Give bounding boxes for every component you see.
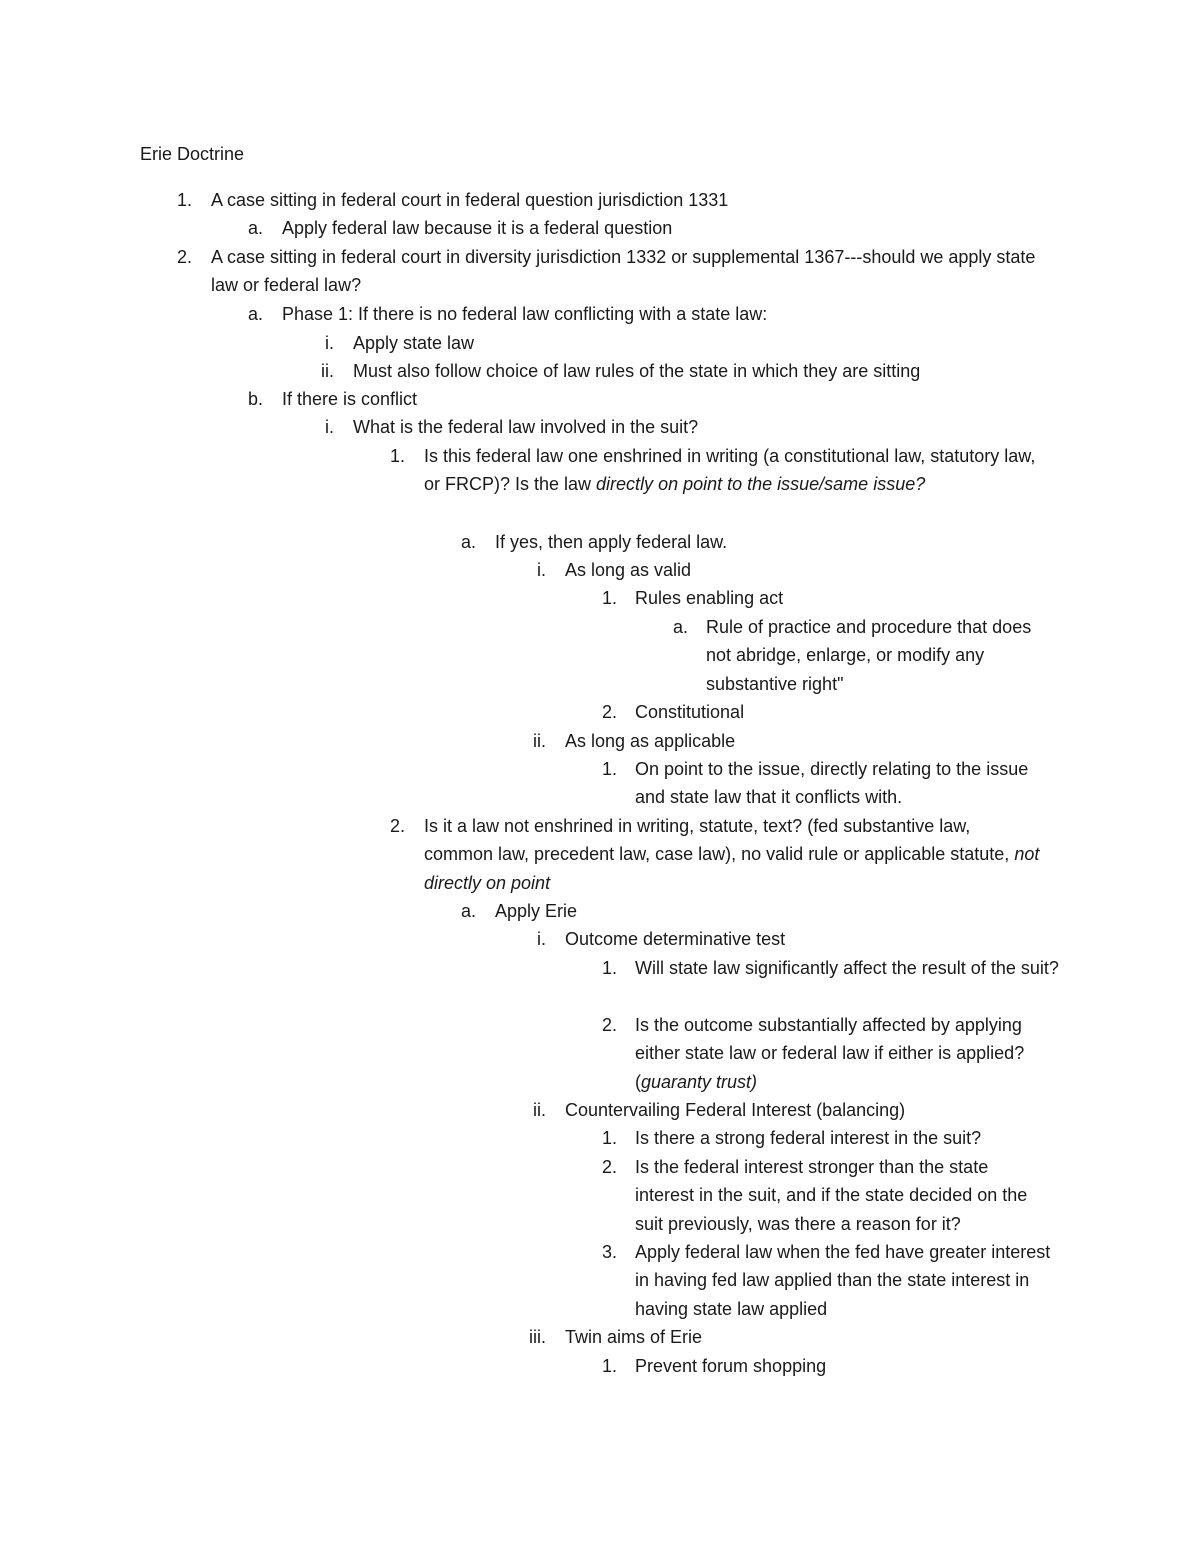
list-item-marker: 2.	[601, 1015, 617, 1035]
list-item-text	[282, 385, 982, 413]
list-item-marker: i.	[325, 417, 334, 437]
list-item-text	[565, 727, 965, 755]
list-item-plain-text: Apply state law	[353, 333, 475, 353]
list-item-plain-text: Is the federal interest stronger than the state interest in the suit, and if the state decided on the suit previously, was there a reason for it?	[635, 1157, 1028, 1234]
list-item-emphasis: directly on point to the issue/same issue?	[596, 474, 926, 495]
list-item-plain-text: Apply federal law because it is a federal question	[282, 218, 673, 238]
list-item-text	[353, 329, 953, 357]
list-item	[533, 1096, 965, 1124]
list-item-emphasis: guaranty trust)	[641, 1071, 758, 1092]
list-item-text	[635, 1153, 1045, 1238]
list-item-text	[635, 1011, 1060, 1096]
list-item-text	[282, 300, 982, 328]
list-item-text	[635, 1352, 1035, 1380]
list-item-text	[565, 1096, 965, 1124]
list-item-text	[424, 442, 1044, 499]
list-item	[672, 613, 1041, 698]
list-item-marker: a.	[672, 617, 688, 637]
list-item-marker: i.	[537, 929, 546, 949]
list-item-marker: ii.	[321, 361, 334, 381]
list-item	[247, 385, 982, 413]
list-item-text	[282, 214, 982, 242]
list-item-text	[495, 528, 995, 556]
list-item-text	[353, 413, 953, 441]
list-item-plain-text: Outcome determinative test	[565, 929, 786, 949]
list-item-marker: 2.	[601, 702, 617, 722]
list-item-text	[635, 584, 1035, 612]
list-item-plain-text: Phase 1: If there is no federal law conflicting with a state law:	[282, 304, 768, 324]
list-item-plain-text: Apply Erie	[495, 901, 578, 921]
list-item-marker: 2.	[601, 1157, 617, 1177]
list-item-plain-text: Twin aims of Erie	[565, 1327, 703, 1347]
list-item-text	[211, 243, 1041, 300]
list-item-plain-text: Is there a strong federal interest in the suit?	[635, 1128, 982, 1148]
list-item	[601, 954, 1060, 982]
list-item	[176, 243, 1041, 300]
list-item	[176, 186, 1031, 214]
list-item	[325, 329, 953, 357]
list-item-marker: 2.	[176, 247, 192, 267]
list-item-marker: b.	[247, 389, 263, 409]
list-item-text	[211, 186, 1031, 214]
list-item-plain-text: On point to the issue, directly relating to the issue and state law that it conflicts with.	[635, 759, 1029, 808]
list-item-plain-text: Rule of practice and procedure that does not abridge, enlarge, or modify any substantive right"	[706, 617, 1032, 694]
list-item-marker: 1.	[601, 759, 617, 779]
list-item-marker: a.	[247, 304, 263, 324]
list-item-marker: i.	[325, 333, 334, 353]
list-item-marker: a.	[460, 901, 476, 921]
list-item	[601, 1124, 1060, 1152]
list-item-marker: a.	[460, 532, 476, 552]
list-item	[247, 300, 982, 328]
list-item	[601, 698, 1035, 726]
list-item-text	[635, 755, 1035, 812]
list-item-marker: 1.	[601, 588, 617, 608]
list-item-plain-text: A case sitting in federal court in diversity jurisdiction 1332 or supplemental 1367---should we apply state law or federal law?	[211, 247, 1036, 296]
list-item	[533, 727, 965, 755]
list-item	[529, 1323, 965, 1351]
list-item-plain-text: Is it a law not enshrined in writing, statute, text? (fed substantive law, common law, precedent law, case law), no valid rule or applicable statute,	[424, 816, 1015, 865]
list-item	[601, 1238, 1060, 1323]
list-item-marker: ii.	[533, 731, 546, 751]
list-item	[601, 1011, 1060, 1096]
list-item-plain-text: Rules enabling act	[635, 588, 784, 608]
list-item-plain-text: Apply federal law when the fed have greater interest in having fed law applied than the state interest in having state law applied	[635, 1242, 1051, 1319]
document-title: Erie Doctrine	[140, 144, 245, 164]
list-item	[321, 357, 1053, 385]
list-item-plain-text: Is this federal law one enshrined in writing (a constitutional law, statutory law, or FRCP)? Is the law	[424, 446, 1036, 495]
list-item-plain-text: Prevent forum shopping	[635, 1356, 827, 1376]
list-item	[389, 812, 1044, 897]
list-item-marker: ii.	[533, 1100, 546, 1120]
list-item-text	[706, 613, 1041, 698]
list-item-plain-text: As long as valid	[565, 560, 692, 580]
list-item	[537, 925, 965, 953]
list-item-text	[565, 925, 965, 953]
list-item	[247, 214, 982, 242]
list-item-plain-text: If there is conflict	[282, 389, 418, 409]
list-item-text	[353, 357, 1053, 385]
list-item-plain-text: Must also follow choice of law rules of the state in which they are sitting	[353, 361, 921, 381]
list-item	[389, 442, 1044, 499]
list-item-plain-text: Constitutional	[635, 702, 745, 722]
list-item-text	[635, 698, 1035, 726]
list-item-plain-text: Is the outcome substantially affected by applying either state law or federal law if either is applied? (	[635, 1015, 1025, 1092]
list-item	[460, 897, 995, 925]
list-item-plain-text: A case sitting in federal court in federal question jurisdiction 1331	[211, 190, 729, 210]
list-item	[537, 556, 965, 584]
list-item-plain-text: Will state law significantly affect the result of the suit?	[635, 958, 1059, 978]
list-item-emphasis: not directly on point	[424, 844, 1040, 893]
list-item	[325, 413, 953, 441]
list-item-marker: a.	[247, 218, 263, 238]
list-item-text	[495, 897, 995, 925]
list-item	[601, 755, 1035, 812]
list-item-plain-text: As long as applicable	[565, 731, 736, 751]
list-item-plain-text: What is the federal law involved in the suit?	[353, 417, 699, 437]
list-item-plain-text: Countervailing Federal Interest (balancing)	[565, 1100, 906, 1120]
list-item	[601, 584, 1035, 612]
list-item-text	[565, 1323, 965, 1351]
list-item-text	[565, 556, 965, 584]
list-item-marker: 1.	[176, 190, 192, 210]
list-item-marker: 1.	[601, 1128, 617, 1148]
list-item-marker: 3.	[601, 1242, 617, 1262]
list-item-marker: 2.	[389, 816, 405, 836]
list-item-marker: 1.	[601, 958, 617, 978]
list-item-marker: 1.	[601, 1356, 617, 1376]
list-item	[460, 528, 995, 556]
list-item	[601, 1153, 1045, 1238]
list-item-text	[424, 812, 1044, 897]
list-item-marker: iii.	[529, 1327, 546, 1347]
list-item-text	[635, 1238, 1060, 1323]
list-item-marker: i.	[537, 560, 546, 580]
list-item-plain-text: If yes, then apply federal law.	[495, 532, 728, 552]
list-item-text	[635, 1124, 1060, 1152]
list-item-marker: 1.	[389, 446, 405, 466]
list-item	[601, 1352, 1035, 1380]
list-item-text	[635, 954, 1060, 982]
